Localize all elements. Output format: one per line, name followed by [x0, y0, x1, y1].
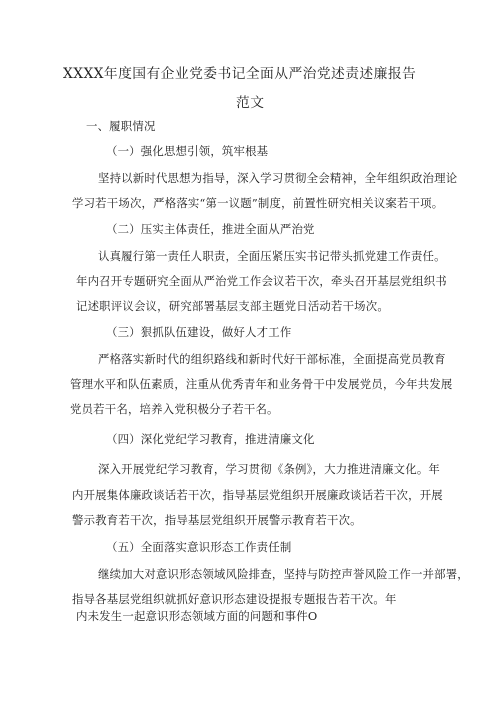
paragraph-line: 内未发生一起意识形态领域方面的问题和事件O — [76, 609, 318, 623]
section-heading-1: 一、履职情况 — [86, 119, 156, 133]
paragraph-line: 记述职评议会议，研究部署基层支部主题党日活动若干场次。 — [76, 299, 389, 313]
paragraph-line: 坚持以新时代思想为指导，深入学习贯彻全会精神，全年组织政治理论 — [98, 171, 458, 185]
paragraph-line: 警示教育若干次，指导基层党组织开展警示教育若干次。 — [72, 513, 362, 527]
paragraph-line: 指导各基层党组织就抓好意识形态建设提报专题报告若干次。年 — [72, 592, 397, 606]
document-title: XXXX年度国有企业党委书记全面从严治党述责述廉报告 — [63, 66, 417, 82]
paragraph-line: 继续加大对意识形态领域风险排查，坚持与防控声誉风险工作一并部署， — [98, 567, 469, 581]
document-subtitle: 范文 — [236, 95, 265, 111]
subheading-5: （五）全面落实意识形态工作责任制 — [106, 540, 292, 554]
paragraph-line: 管理水平和队伍素质，注重从优秀青年和业务骨干中发展党员，今年共发展 — [70, 377, 453, 391]
paragraph-line: 年内召开专题研究全面从严治党工作会议若干次，牵头召开基层党组织书 — [76, 274, 447, 288]
paragraph-line: 深入开展党纪学习教育，学习贯彻《条例》，大力推进清廉文化。年 — [98, 462, 441, 476]
subheading-1: （一）强化思想引领，筑牢根基 — [106, 144, 269, 158]
subheading-4: （四）深化党纪学习教育，推进清廉文化 — [106, 432, 315, 446]
paragraph-line: 严格落实新时代的组织路线和新时代好干部标准，全面提高党员教育 — [98, 352, 446, 366]
paragraph-line: 认真履行第一责任人职责，全面压紧压实书记带头抓党建工作责任。 — [98, 249, 446, 263]
subheading-3: （三）狠抓队伍建设，做好人才工作 — [106, 325, 292, 339]
subheading-2: （二）压实主体责任，推进全面从严治党 — [106, 222, 315, 236]
paragraph-line: 学习若干场次，严格落实“第一议题”制度，前置性研究相关议案若干项。 — [72, 196, 444, 210]
paragraph-line: 内开展集体廉政谈话若干次，指导基层党组织开展廉政谈话若干次，开展 — [72, 488, 443, 502]
paragraph-line: 党员若干名，培养入党积极分子若干名。 — [70, 402, 279, 416]
